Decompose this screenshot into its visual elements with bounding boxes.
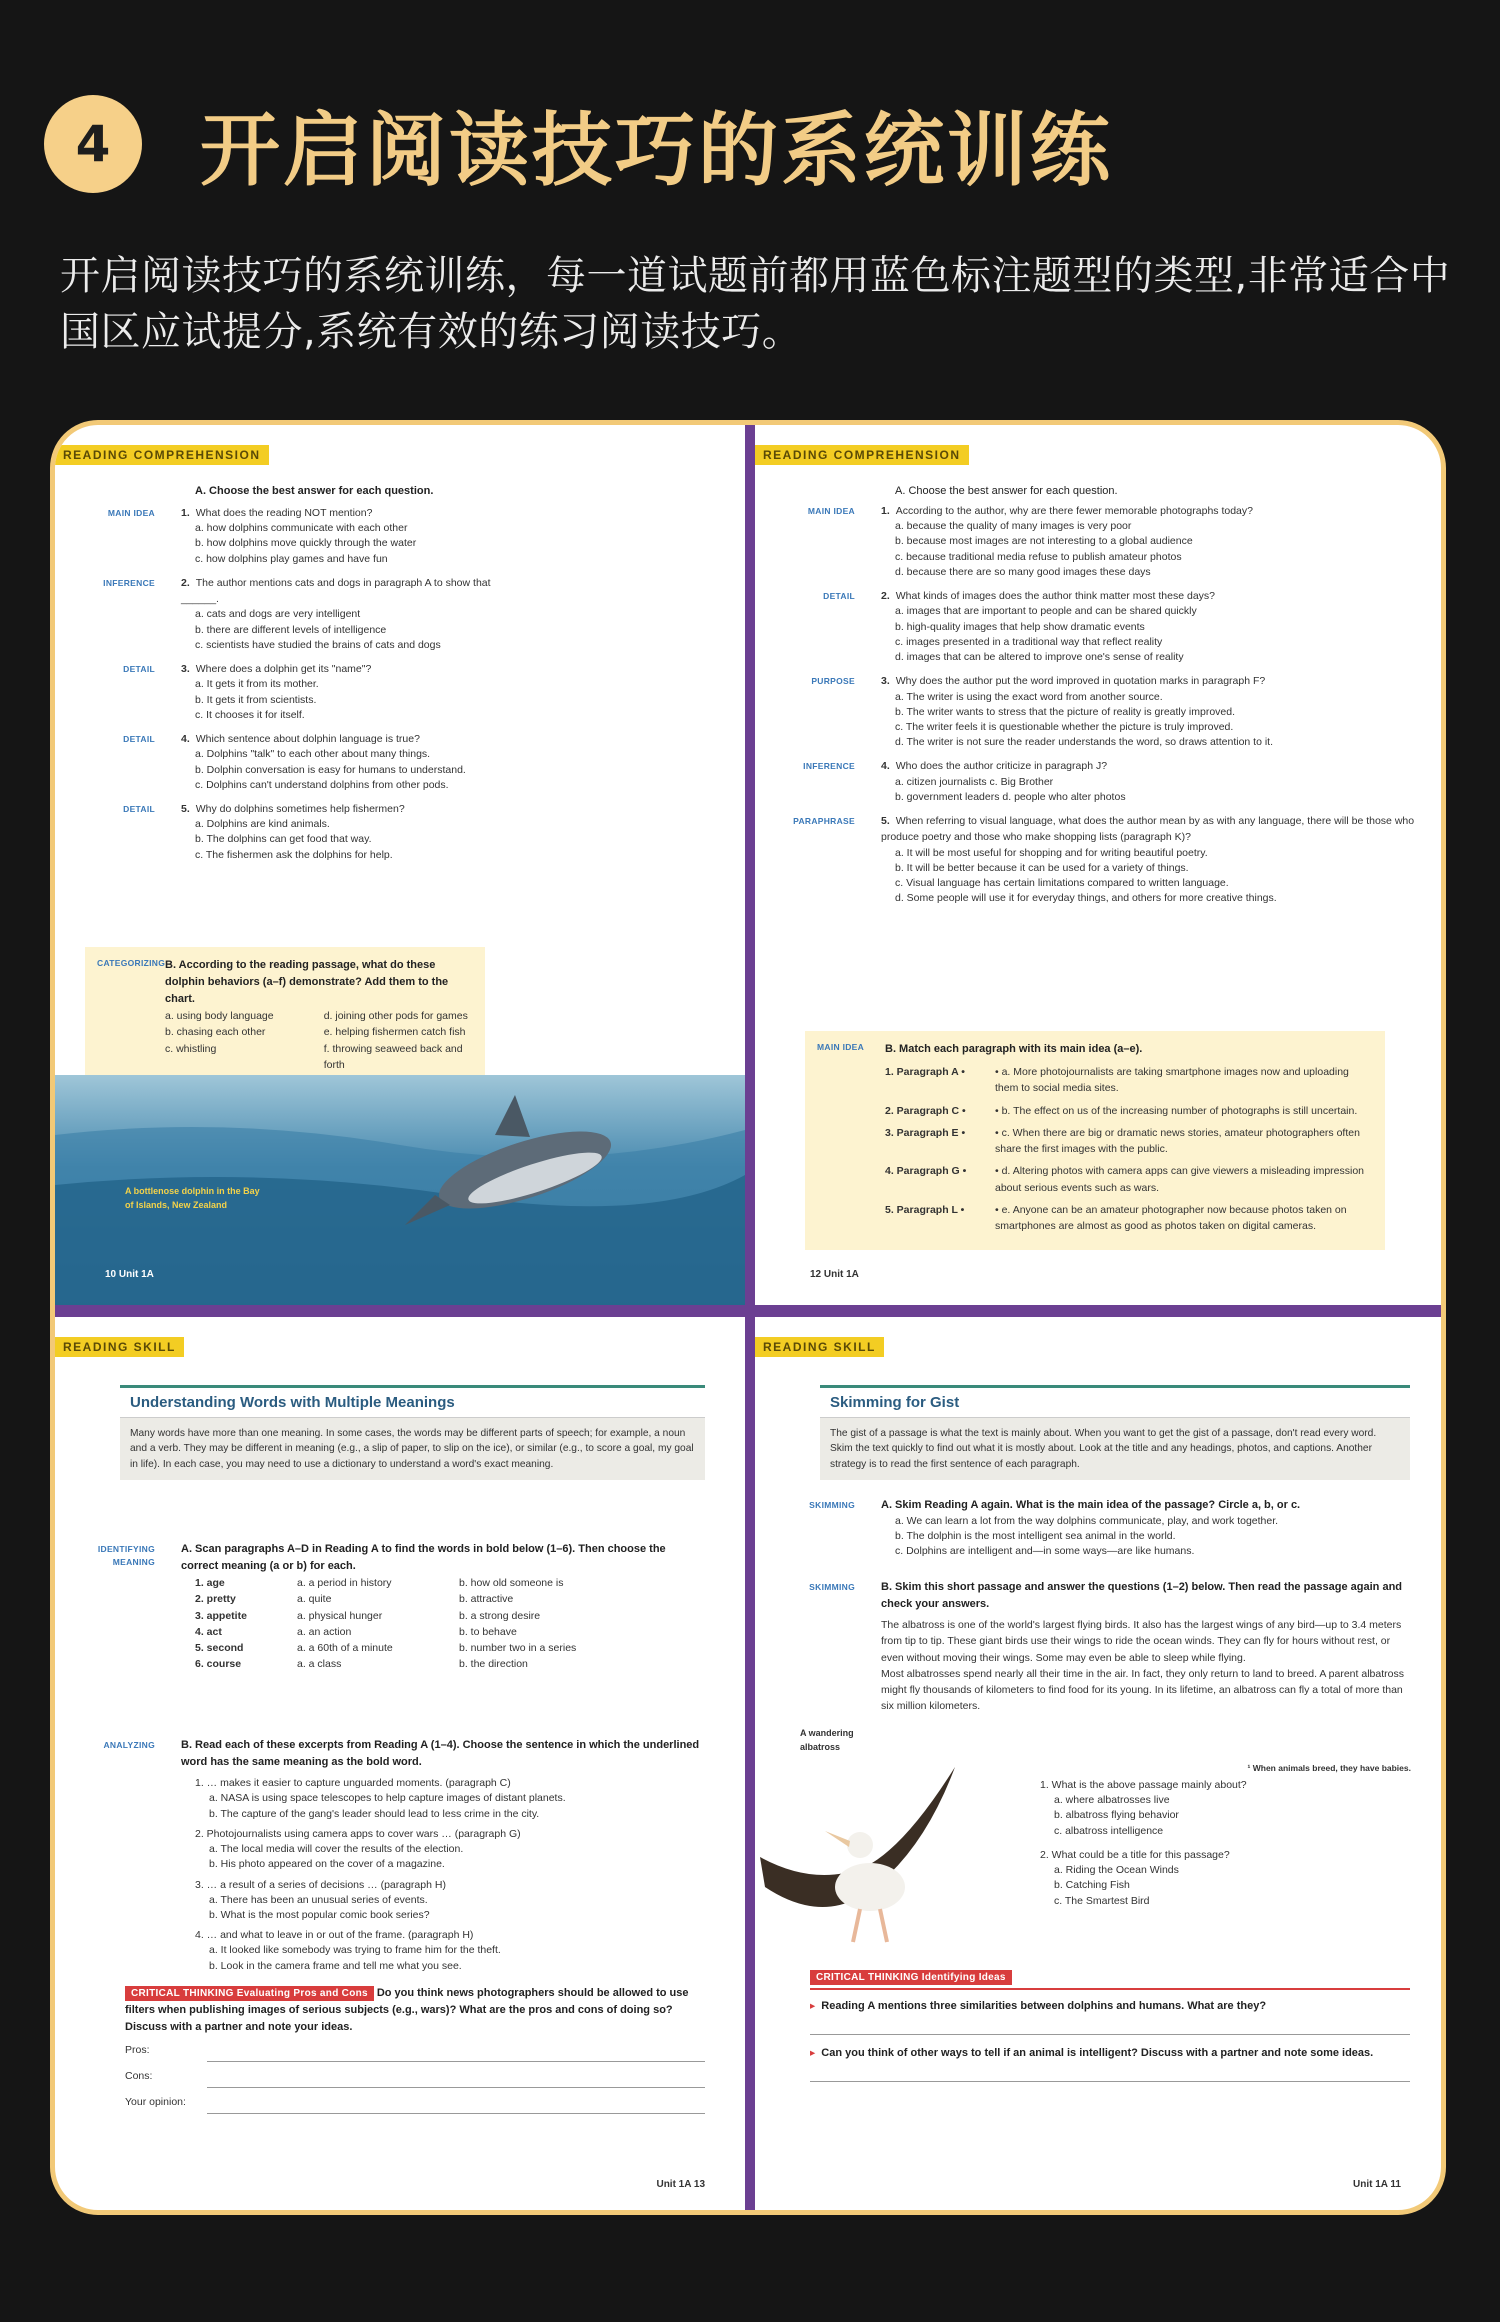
critical-thinking-label: CRITICAL THINKING Evaluating Pros and Cons [125,1986,374,2001]
answer-option[interactable]: b. The capture of the gang's leader should lead to less crime in the city. [209,1807,540,1820]
answer-option[interactable]: a. where albatrosses live [1054,1794,1170,1807]
answer-option[interactable]: b. because most images are not interesting to a global audience [895,535,1193,548]
critical-thinking-question: Reading A mentions three similarities between dolphins and humans. What are they? [821,1999,1267,2012]
question-number: 1. [181,507,190,519]
word: 1. age [195,1577,225,1590]
answer-option[interactable]: b. Look in the camera frame and tell me what you see. [209,1959,462,1972]
match-paragraph[interactable]: 2. Paragraph C • [885,1104,966,1117]
instruction: B. Match each paragraph with its main idea (a–e). [885,1043,1143,1055]
answer-options [1040,1793,1400,1839]
word-row [195,1640,705,1656]
question-number: 3. [181,663,190,676]
note-field-label: Pros: [125,2044,150,2057]
instruction: A. Skim Reading A again. What is the main idea of the passage? Circle a, b, or c. [881,1499,1301,1511]
page-reading-skill-gist [755,1317,1446,2215]
question-type-label: MAIN IDEA [817,1042,865,1052]
section-title: 开启阅读技巧的系统训练 [200,104,1113,197]
answer-options [195,1842,705,1872]
answer-option[interactable]: b. Dolphin conversation is easy for humans to understand. [195,763,466,776]
excerpt-text: 4. … and what to leave in or out of the frame. (paragraph H) [195,1929,474,1942]
meaning-option[interactable]: b. attractive [459,1593,514,1606]
question-item [85,575,525,653]
answer-option[interactable]: c. albatross intelligence [1054,1824,1164,1837]
answer-option[interactable]: b. government leaders d. people who alter photos [895,790,1126,803]
answer-option[interactable]: b. What is the most popular comic book series? [209,1908,430,1921]
answer-option[interactable]: c. The fishermen ask the dolphins for help. [195,848,393,861]
question-line [181,575,525,608]
answer-options [181,677,525,723]
note-field-line[interactable] [207,2042,705,2062]
answer-option[interactable]: a. It gets it from its mother. [195,678,319,691]
note-field [125,2042,705,2062]
question-line [881,503,1415,519]
question-type-label: MAIN IDEA [807,506,855,516]
critical-thinking-box [125,1985,705,2114]
answer-options [181,747,525,793]
question-number: 2. [181,576,190,589]
critical-thinking-item [810,2045,1410,2082]
question-type-label: SKIMMING [809,1500,855,1510]
answer-option[interactable]: b. The dolphins can get food that way. [195,833,372,846]
gist-questions [1040,1777,1400,1917]
match-idea[interactable]: • b. The effect on us of the increasing number of photographs is still uncertain. [995,1104,1358,1117]
question-item [85,731,525,793]
excerpt-list [181,1775,705,1974]
meaning-option[interactable]: b. the direction [459,1658,528,1671]
behavior-option: e. helping fishermen catch fish [323,1026,466,1039]
behavior-option: f. throwing seaweed back and forth [323,1042,463,1071]
word: 3. appetite [195,1609,247,1622]
meaning-option[interactable]: a. physical hunger [297,1609,383,1622]
answer-options [195,1893,705,1923]
answer-options [181,817,525,863]
question-text: Where does a dolphin get its "name"? [195,663,372,676]
meaning-option[interactable]: b. number two in a series [459,1642,577,1655]
section-tab: READING COMPREHENSION [55,445,269,465]
question-type-label: INFERENCE [103,577,155,588]
note-field-label: Cons: [125,2070,153,2083]
answer-option[interactable]: a. cats and dogs are very intelligent [195,608,361,621]
answer-options [181,521,525,567]
passage-paragraph: The albatross is one of the world's largest flying birds. It also has the largest wings of any bird—up to 3.4 meters from tip to tip. These giant birds use their wings to ride the ocean winds. They can fly for hours without rest, or even without moving their wings. Some may even be able to sleep while flying. [881,1619,1402,1664]
answer-option[interactable]: c. The writer feels it is questionable whether the picture is truly improved. [895,720,1234,733]
answer-option[interactable]: c. Dolphins can't understand dolphins from other pods. [195,778,449,791]
question-type-label: ANALYZING [103,1740,155,1750]
meaning-option[interactable]: b. how old someone is [459,1577,564,1590]
note-field [125,2094,705,2114]
exercise-b [785,1579,1410,1715]
answer-option[interactable]: c. because traditional media refuse to publish amateur photos [895,550,1182,563]
page-reading-skill-multiple-meanings [55,1317,745,2215]
question-type-label: DETAIL [123,803,155,814]
excerpt-text: 2. Photojournalists using camera apps to cover wars … (paragraph G) [195,1827,521,1840]
question-line [181,661,525,677]
matching-list [817,1064,1373,1234]
question-text: Why do dolphins sometimes help fishermen? [195,802,405,815]
answer-options [881,604,1415,665]
question-number: 4. [181,733,190,746]
skill-box [820,1385,1410,1480]
section-tab: READING SKILL [55,1337,184,1357]
question-list [85,505,525,871]
section-number-badge: 4 [44,95,142,193]
note-field [125,2068,705,2088]
section-tab: READING SKILL [755,1337,884,1357]
answer-option[interactable]: a. We can learn a lot from the way dolphins communicate, play, and work together. [895,1515,1279,1528]
match-row [885,1103,1373,1119]
question-number: 5. [181,802,190,815]
section-header [44,86,1113,201]
question-text: 1. What is the above passage mainly about? [1040,1779,1247,1791]
page-reading-comprehension-photos [755,425,1446,1305]
note-field-label: Your opinion: [125,2096,186,2109]
critical-thinking-label: CRITICAL THINKING Identifying Ideas [810,1970,1012,1985]
answer-options [1040,1863,1400,1909]
answer-option[interactable]: c. images presented in a traditional way that reflect reality [895,635,1163,648]
word: 2. pretty [195,1593,236,1606]
intro-text: 开启阅读技巧的系统训练，每一道试题前都用蓝色标注题型的类型,非常适合中国区应试提分,系统有效的练习阅读技巧。 [60,253,1451,355]
question-type-label: IDENTIFYING MEANING [97,1544,155,1568]
skill-title: Skimming for Gist [820,1385,1410,1418]
question-line [181,505,525,521]
answer-option[interactable]: b. The dolphin is the most intelligent sea animal in the world. [895,1530,1176,1543]
skill-description: The gist of a passage is what the text is mainly about. When you want to get the gist of a passage, don't read every word. Skim the text quickly to find out what it is mostly about. Look at the title and any headings, photos, and captions. Another strategy is to read the first sentence of each paragraph. [820,1418,1410,1480]
match-paragraph[interactable]: 5. Paragraph L • [885,1203,965,1216]
answer-option[interactable]: a. Dolphins are kind animals. [195,818,330,831]
critical-thinking-items [810,1998,1410,2082]
answer-options [181,607,525,653]
exercise-a [85,1541,705,1673]
question-type-label: PARAPHRASE [793,816,855,827]
albatross-illustration [755,1737,975,1957]
match-row [885,1163,1373,1196]
question-line [881,758,1415,774]
question-type-label: DETAIL [123,734,155,745]
photo-caption: A bottlenose dolphin in the Bay of Islands, New Zealand [125,1186,260,1210]
bullet-icon: ▸ [810,2046,816,2059]
answer-option[interactable]: a. Riding the Ocean Winds [1054,1864,1179,1877]
question-line [881,813,1415,846]
match-idea[interactable]: • a. More photojournalists are taking smartphone images now and uploading them to social media sites. [995,1066,1349,1095]
answer-option[interactable]: c. Dolphins are intelligent and—in some ways—are like humans. [895,1545,1195,1558]
match-idea[interactable]: • c. When there are big or dramatic news stories, amateur photographers often share the first images with the public. [995,1126,1360,1156]
word-row [195,1591,705,1607]
answer-option[interactable]: a. There has been an unusual series of events. [209,1893,428,1906]
question-text: Which sentence about dolphin language is true? [195,733,420,746]
question-text: According to the author, why are there fewer memorable photographs today? [895,505,1253,517]
answer-option[interactable]: a. NASA is using space telescopes to help capture images of distant planets. [209,1792,566,1805]
critical-thinking-question: Can you think of other ways to tell if an animal is intelligent? Discuss with a partner and note some ideas. [821,2046,1374,2059]
page-footer: 10 Unit 1A [105,1269,154,1280]
question-item [785,813,1415,906]
match-paragraph[interactable]: 4. Paragraph G • [885,1165,967,1178]
word-list [181,1575,705,1673]
match-row [885,1064,1373,1097]
question-text: The author mentions cats and dogs in paragraph A to show that ______. [181,576,491,606]
question-type-label: DETAIL [123,664,155,675]
question-type-label: PURPOSE [811,676,855,687]
behavior-option: c. whistling [165,1042,217,1055]
excerpt-text: 3. … a result of a series of decisions … (paragraph H) [195,1878,446,1891]
answer-option[interactable]: b. It will be better because it can be used for a variety of things. [895,861,1189,874]
question-text: What does the reading NOT mention? [195,507,373,519]
instruction: A. Choose the best answer for each question. [895,485,1118,497]
question-line [181,801,525,817]
question-item [785,588,1415,665]
vertical-divider [745,425,755,2210]
question-item [85,661,525,723]
answer-options [881,690,1415,751]
answer-option[interactable]: a. Dolphins "talk" to each other about many things. [195,748,431,761]
word-row [195,1608,705,1624]
exercise-b [85,1737,705,1974]
question-text: 2. What could be a title for this passage? [1040,1848,1230,1861]
match-idea[interactable]: • d. Altering photos with camera apps can give viewers a misleading impression about serious events such as wars. [995,1165,1365,1194]
word: 6. course [195,1658,242,1671]
excerpt-item [195,1826,705,1873]
excerpt-item [195,1877,705,1924]
critical-thinking-item [810,1998,1410,2035]
question-number: 2. [881,590,890,603]
answer-option[interactable]: a. images that are important to people and can be shared quickly [895,605,1197,618]
instruction: B. According to the reading passage, what do these dolphin behaviors (a–f) demonstrate? Add them to the chart. [165,959,449,1006]
answer-option[interactable]: c. how dolphins play games and have fun [195,552,388,565]
skill-box [120,1385,705,1480]
question-type-label: INFERENCE [803,761,855,772]
question-type-label: SKIMMING [809,1582,855,1592]
question-list [785,503,1415,915]
meaning-option[interactable]: a. a period in history [297,1577,392,1590]
options-right [324,1008,473,1073]
meaning-option[interactable]: a. an action [297,1625,352,1638]
answer-option[interactable]: a. The writer is using the exact word from another source. [895,690,1163,703]
footnote: ¹ When animals breed, they have babies. [1247,1763,1411,1773]
question-text: When referring to visual language, what does the author mean by as with any language, there will be those who produce poetry and those who make shopping lists (paragraph K)? [881,815,1415,844]
exercise-a [785,1497,1410,1560]
gist-question [1040,1777,1400,1839]
answer-options [881,846,1415,907]
answer-option[interactable]: b. high-quality images that help show dramatic events [895,620,1145,633]
bullet-icon: ▸ [810,1999,816,2012]
answer-options [881,775,1415,805]
page-footer: Unit 1A 11 [1353,2179,1401,2190]
answer-option[interactable]: a. because the quality of many images is very poor [895,520,1132,533]
answer-option[interactable]: c. Visual language has certain limitations compared to written language. [895,877,1229,890]
question-type-label: CATEGORIZING [97,958,166,968]
answer-options [881,519,1415,580]
gist-question [1040,1847,1400,1909]
match-row [885,1125,1373,1158]
answer-options [195,1791,705,1821]
question-item [785,758,1415,805]
note-field-line[interactable] [207,2068,705,2088]
answer-option[interactable]: c. It chooses it for itself. [195,708,305,721]
meaning-option[interactable]: b. to behave [459,1625,517,1638]
question-line [181,731,525,747]
question-line [881,588,1415,604]
match-idea[interactable]: • e. Anyone can be an amateur photographer now because photos taken on smartphones are almost as good as photos taken on digital cameras. [995,1203,1347,1233]
answer-option[interactable]: b. how dolphins move quickly through the water [195,537,417,550]
excerpt-item [195,1927,705,1974]
question-number: 5. [881,815,890,828]
question-number: 1. [881,505,890,517]
answer-option[interactable]: a. It looked like somebody was trying to frame him for the theft. [209,1944,501,1957]
answer-option[interactable]: a. The local media will cover the results of the election. [209,1843,464,1856]
behavior-option: d. joining other pods for games [323,1010,468,1023]
question-number: 4. [881,760,890,773]
answer-option[interactable]: b. albatross flying behavior [1054,1809,1179,1822]
match-row [885,1202,1373,1235]
question-number: 3. [881,675,890,688]
section-tab: READING COMPREHENSION [755,445,969,465]
question-item [85,505,525,567]
meaning-option[interactable]: a. a class [297,1658,342,1671]
passage-paragraph: Most albatrosses spend nearly all their time in the air. In fact, they only return to land to breed. A parent albatross might fly thousands of kilometers to find food for its young. In its lifetime, an albatross can fly a total of more than six million kilometers. [881,1667,1404,1713]
word-row [195,1656,705,1672]
photo-caption: A wandering albatross [800,1728,854,1752]
question-item [85,801,525,863]
word: 4. act [195,1625,222,1638]
critical-thinking-box [810,1969,1410,2092]
meaning-option[interactable]: a. quite [297,1593,332,1606]
skill-description: Many words have more than one meaning. In some cases, the words may be different parts of speech; for example, a noun and a verb. They may be different in meaning (e.g., a slip of paper, to slip on the ice), or similar (e.g., to score a goal, my goal in life). In each case, you may need to use a dictionary to understand a word's exact meaning. [120,1418,705,1480]
answer-options [195,1943,705,1973]
answer-option[interactable]: c. scientists have studied the brains of cats and dogs [195,638,441,651]
word-row [195,1575,705,1591]
answer-option[interactable]: b. Catching Fish [1054,1879,1130,1892]
dolphin-photo [55,1075,745,1305]
word-row [195,1624,705,1640]
meaning-option[interactable]: b. a strong desire [459,1609,541,1622]
meaning-option[interactable]: a. a 60th of a minute [297,1642,393,1655]
question-text: Who does the author criticize in paragraph J? [895,760,1108,773]
word: 5. second [195,1642,244,1655]
answer-option[interactable]: d. The writer is not sure the reader understands the word, so draws attention to it. [895,736,1274,749]
answer-line[interactable] [810,2015,1410,2035]
answer-option[interactable]: a. It will be most useful for shopping and for writing beautiful poetry. [895,846,1208,859]
critical-thinking-prompt: Do you think news photographers should be allowed to use filters when publishing images of serious subjects (e.g., wars)? What are the pros and cons of doing so? Discuss with a partner and note your ideas. [125,1987,689,2034]
question-type-label: MAIN IDEA [107,508,155,518]
question-item [785,673,1415,750]
page-footer: 12 Unit 1A [810,1269,859,1280]
instruction: B. Skim this short passage and answer the questions (1–2) below. Then read the passage again and check your answers. [881,1581,1403,1611]
answer-option[interactable]: b. His photo appeared on the cover of a magazine. [209,1858,445,1871]
instruction: A. Choose the best answer for each question. [195,485,434,497]
answer-option[interactable]: b. there are different levels of intelligence [195,623,387,636]
question-text: Why does the author put the word improved in quotation marks in paragraph F? [895,675,1266,688]
behavior-option: b. chasing each other [165,1026,266,1039]
excerpt-item [195,1775,705,1822]
instruction: A. Scan paragraphs A–D in Reading A to find the words in bold below (1–6). Then choose the correct meaning (a or b) for each. [181,1543,666,1573]
answer-option[interactable]: d. Some people will use it for everyday things, and others for more creative things. [895,892,1277,905]
skill-title: Understanding Words with Multiple Meanings [120,1385,705,1418]
question-item [785,503,1415,580]
textbook-pages [50,420,1446,2215]
matching-box [805,1031,1385,1250]
behavior-option: a. using body language [165,1010,274,1023]
answer-option[interactable]: c. The Smartest Bird [1054,1894,1150,1907]
page-footer: Unit 1A 13 [656,2179,705,2190]
question-type-label: DETAIL [823,591,855,602]
horizontal-divider [55,1305,1441,1317]
answer-option[interactable]: a. how dolphins communicate with each other [195,522,408,535]
match-paragraph[interactable]: 3. Paragraph E • [885,1126,966,1139]
page-reading-comprehension-dolphins [55,425,745,1305]
note-field-line[interactable] [207,2094,705,2114]
answer-option[interactable]: b. It gets it from scientists. [195,693,317,706]
match-paragraph[interactable]: 1. Paragraph A • [885,1066,965,1079]
options-left [165,1008,312,1073]
answer-line[interactable] [810,2062,1410,2082]
instruction: B. Read each of these excerpts from Reading A (1–4). Choose the sentence in which the underlined word has the same meaning as the bold word. [181,1739,700,1769]
question-line [881,673,1415,689]
answer-option[interactable]: a. citizen journalists c. Big Brother [895,775,1054,788]
answer-option[interactable]: d. images that can be altered to improve one's sense of reality [895,651,1184,664]
note-fields [125,2042,705,2114]
excerpt-text: 1. … makes it easier to capture unguarded moments. (paragraph C) [195,1777,511,1790]
answer-option[interactable]: d. because there are so many good images these days [895,565,1151,578]
options [881,1514,1410,1560]
question-text: What kinds of images does the author think matter most these days? [895,590,1216,603]
answer-option[interactable]: b. The writer wants to stress that the picture of reality is greatly improved. [895,705,1236,718]
